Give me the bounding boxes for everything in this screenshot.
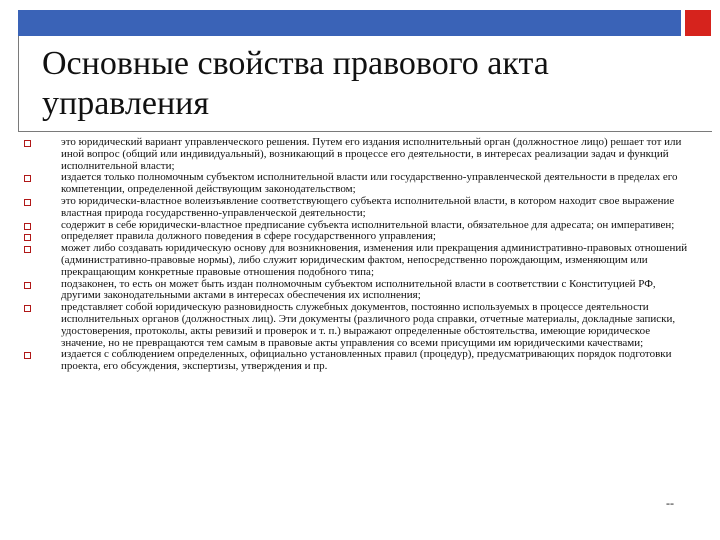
list-item-text: издается только полномочным субъектом исполнительной власти или государственно-управленческой деятельности в пределах его компетенции, определенной действующим законодательством; bbox=[61, 171, 678, 196]
footer-mark: -- bbox=[666, 496, 674, 510]
list-item bbox=[24, 349, 696, 373]
hollow-square-bullet-icon bbox=[24, 305, 31, 312]
list-item-text: определяет правила должного поведения в сфере государственного управления; bbox=[61, 230, 436, 243]
list-item-text: может либо создавать юридическую основу для возникновения, изменения или прекращения административно-правовых отношений (административно-правовые нормы), либо служит юридическим фактом, непосредственно порождающим, изменяющим или прекращающим конкретные правовые отношения подобного типа; bbox=[61, 242, 688, 278]
hollow-square-bullet-icon bbox=[24, 223, 31, 230]
list-item bbox=[24, 137, 696, 172]
hollow-square-bullet-icon bbox=[24, 234, 31, 241]
list-item-text: подзаконен, то есть он может быть издан полномочным субъектом исполнительной власти в соответствии с Конституцией РФ, другими законодательными актами в интересах обеспечения их исполнения; bbox=[61, 277, 656, 302]
list-item bbox=[24, 172, 696, 196]
list-item bbox=[24, 196, 696, 220]
hollow-square-bullet-icon bbox=[24, 352, 31, 359]
hollow-square-bullet-icon bbox=[24, 282, 31, 289]
list-item-text: издается с соблюдением определенных, официально установленных правил (процедур), предусматривающих порядок подготовки проекта, его обсуждения, экспертизы, утверждения и пр. bbox=[61, 348, 672, 373]
title-divider-line bbox=[18, 131, 712, 132]
slide-title: Основные свойства правового акта управления bbox=[42, 45, 549, 122]
hollow-square-bullet-icon bbox=[24, 140, 31, 147]
list-item-text: представляет собой юридическую разновидность служебных документов, постоянно используемых в процессе деятельности исполнительных органов (должностных лиц). Эти документы (различного рода справки, отчетные материалы, докладные записки, удостоверения, протоколы, акты ревизий и проверок и т. п.) выражают определенные обстоятельства, имеющие юридическое значение, но не превращаются тем самым в правовые акты управления со всеми присущими им юридическими качествами; bbox=[61, 301, 676, 349]
list-item bbox=[24, 279, 696, 303]
top-decor-bar bbox=[18, 10, 681, 36]
list-item bbox=[24, 243, 696, 278]
list-item bbox=[24, 302, 696, 349]
hollow-square-bullet-icon bbox=[24, 199, 31, 206]
hollow-square-bullet-icon bbox=[24, 246, 31, 253]
left-divider-line bbox=[18, 36, 19, 132]
list-item-text: это юридический вариант управленческого решения. Путем его издания исполнительный орган (должностное лицо) решает тот или иной вопрос (общий или индивидуальный), возникающий в процессе его деятельности, в интересах реализации задач и функций исполнительной власти; bbox=[61, 136, 682, 172]
top-accent-square bbox=[685, 10, 711, 36]
list-item-text: содержит в себе юридически-властное предписание субъекта исполнительной власти, обязательное для адресата; он императивен; bbox=[61, 218, 675, 231]
properties-list bbox=[24, 137, 696, 373]
list-item-text: это юридически-властное волеизъявление соответствующего субъекта исполнительной власти, в котором находит свое выражение властная природа государственно-управленческой деятельности; bbox=[61, 194, 675, 219]
hollow-square-bullet-icon bbox=[24, 175, 31, 182]
